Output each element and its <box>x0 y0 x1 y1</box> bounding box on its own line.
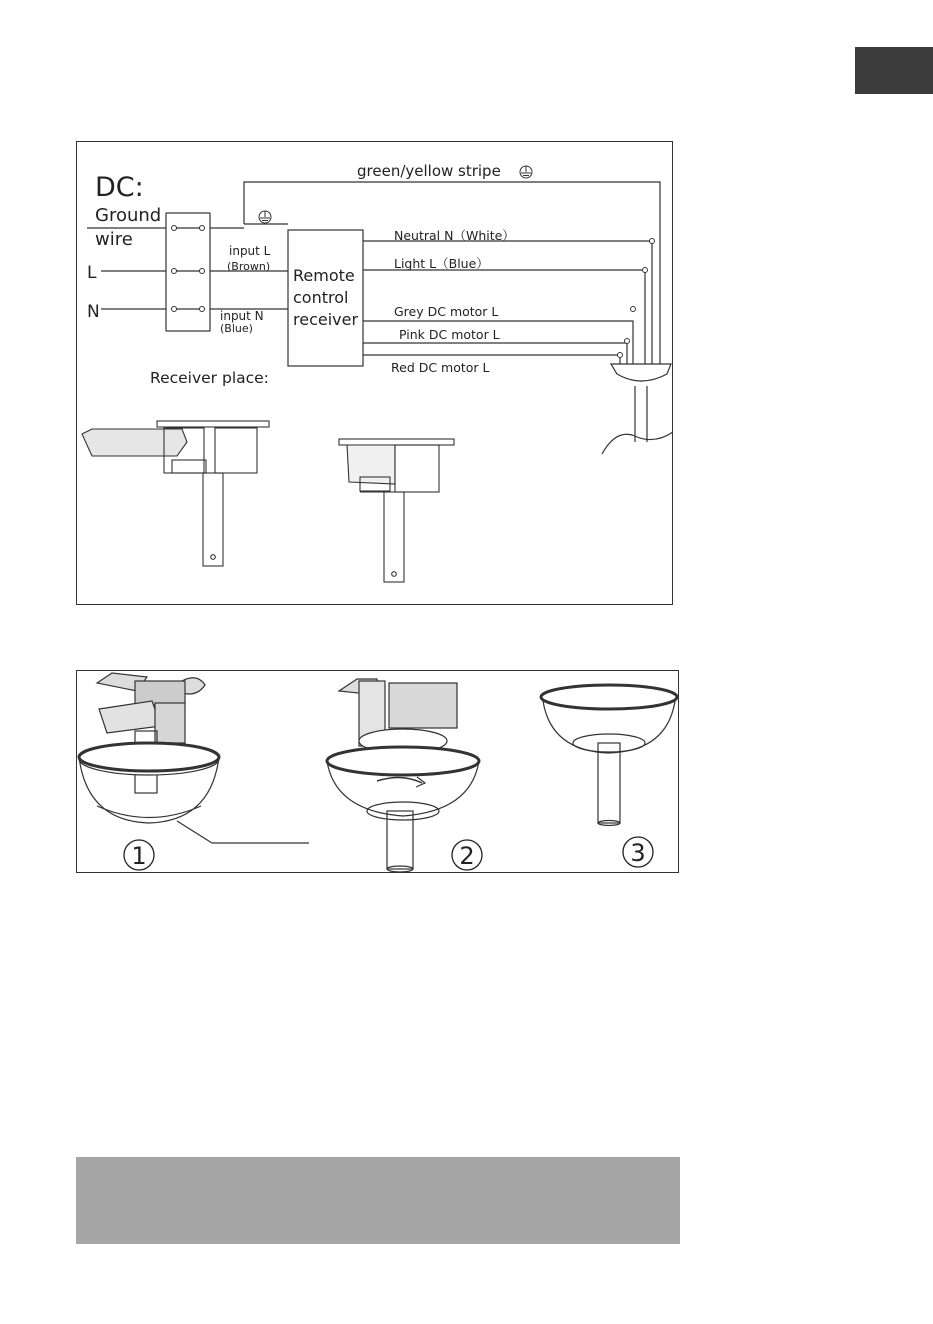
receiver-placement-b <box>339 439 454 582</box>
terminal-n-label: N <box>87 302 100 322</box>
wiring-diagram-panel <box>76 141 673 605</box>
ground-wire-label-1: Ground <box>95 205 162 226</box>
section-tab <box>855 47 933 94</box>
dc-title: DC: <box>95 172 144 203</box>
output-red: Red DC motor L <box>391 360 490 375</box>
step-2-illustration <box>327 679 479 872</box>
input-l-color: (Brown) <box>227 260 271 273</box>
note-box <box>76 1157 680 1244</box>
receiver-placement-a <box>82 421 269 566</box>
receiver-label-3: receiver <box>293 310 359 329</box>
output-light: Light L（Blue） <box>394 256 489 271</box>
step-3-illustration <box>541 685 677 826</box>
output-neutral: Neutral N（White） <box>394 228 515 243</box>
step-1-number: 1 <box>131 842 147 870</box>
receiver-place-label: Receiver place: <box>150 369 269 387</box>
wiring-diagram <box>77 142 674 606</box>
terminal-l-label: L <box>87 263 97 283</box>
ground-wire-label-2: wire <box>95 229 133 250</box>
receiver-label-1: Remote <box>293 266 355 285</box>
receiver-label-2: control <box>293 288 349 307</box>
input-n-color: (Blue) <box>220 322 253 335</box>
ground-stripe-label: green/yellow stripe <box>357 162 501 180</box>
input-l-label: input L <box>229 244 271 258</box>
input-n-label: input N <box>220 309 264 323</box>
step-1-illustration <box>79 673 309 843</box>
installation-steps <box>77 671 680 874</box>
installation-steps-panel <box>76 670 679 873</box>
step-2-number: 2 <box>459 842 475 870</box>
step-3-number: 3 <box>630 839 646 867</box>
output-pink: Pink DC motor L <box>399 327 500 342</box>
output-grey: Grey DC motor L <box>394 304 499 319</box>
